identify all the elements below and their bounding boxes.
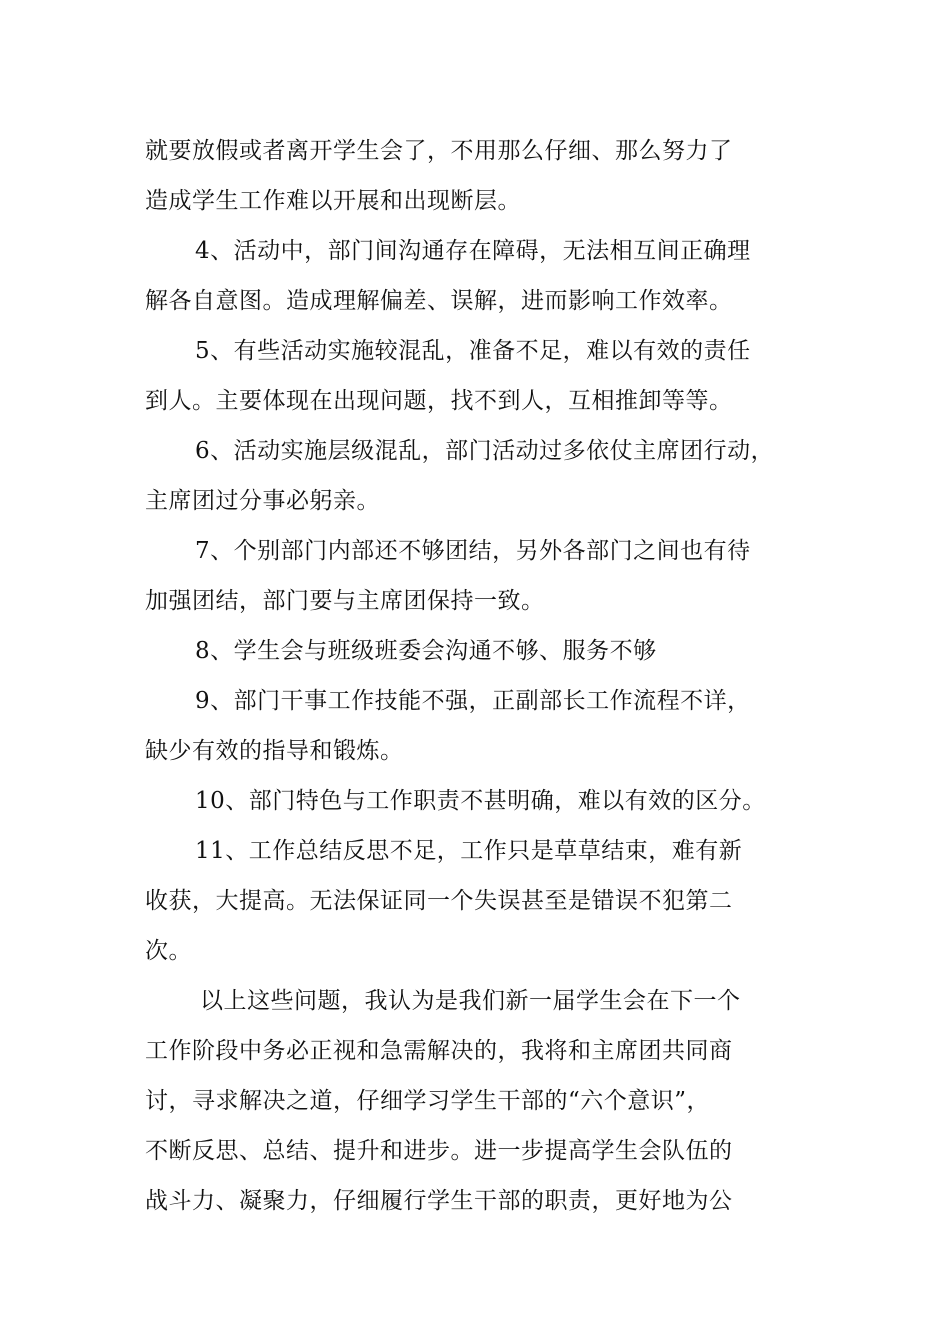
text-line: 缺少有效的指导和锻炼。 bbox=[145, 738, 404, 764]
paragraph-item-9: 9、部门干事工作技能不强，正副部长工作流程不详， bbox=[195, 688, 751, 714]
text-line: 加强团结，部门要与主席团保持一致。 bbox=[145, 588, 545, 614]
text-line: 工作阶段中务必正视和急需解决的，我将和主席团共同商 bbox=[145, 1038, 733, 1064]
paragraph-item-10: 10、部门特色与工作职责不甚明确，难以有效的区分。 bbox=[195, 788, 766, 814]
text-line: 收获，大提高。无法保证同一个失误甚至是错误不犯第二 bbox=[145, 888, 733, 914]
text-line: 主席团过分事必躬亲。 bbox=[145, 488, 380, 514]
text-line: 次。 bbox=[145, 938, 192, 964]
text-line: 讨，寻求解决之道，仔细学习学生干部的“六个意识”， bbox=[145, 1088, 711, 1114]
paragraph-item-5: 5、有些活动实施较混乱，准备不足，难以有效的责任 bbox=[195, 338, 751, 364]
paragraph-item-11: 11、工作总结反思不足，工作只是草草结束，难有新 bbox=[195, 838, 743, 864]
text-line: 战斗力、凝聚力，仔细履行学生干部的职责，更好地为公 bbox=[145, 1188, 733, 1214]
text-line: 不断反思、总结、提升和进步。进一步提高学生会队伍的 bbox=[145, 1138, 733, 1164]
paragraph-item-4: 4、活动中，部门间沟通存在障碍，无法相互间正确理 bbox=[195, 238, 751, 264]
paragraph-item-7: 7、个别部门内部还不够团结，另外各部门之间也有待 bbox=[195, 538, 751, 564]
text-line: 造成学生工作难以开展和出现断层。 bbox=[145, 188, 521, 214]
paragraph-item-6: 6、活动实施层级混乱，部门活动过多依仗主席团行动， bbox=[195, 438, 775, 464]
text-line: 就要放假或者离开学生会了，不用那么仔细、那么努力了 bbox=[145, 138, 733, 164]
text-line: 到人。主要体现在出现问题，找不到人，互相推卸等等。 bbox=[145, 388, 733, 414]
paragraph-item-8: 8、学生会与班级班委会沟通不够、服务不够 bbox=[195, 638, 657, 664]
paragraph-summary: 以上这些问题，我认为是我们新一届学生会在下一个 bbox=[200, 988, 741, 1014]
text-line: 解各自意图。造成理解偏差、误解，进而影响工作效率。 bbox=[145, 288, 733, 314]
